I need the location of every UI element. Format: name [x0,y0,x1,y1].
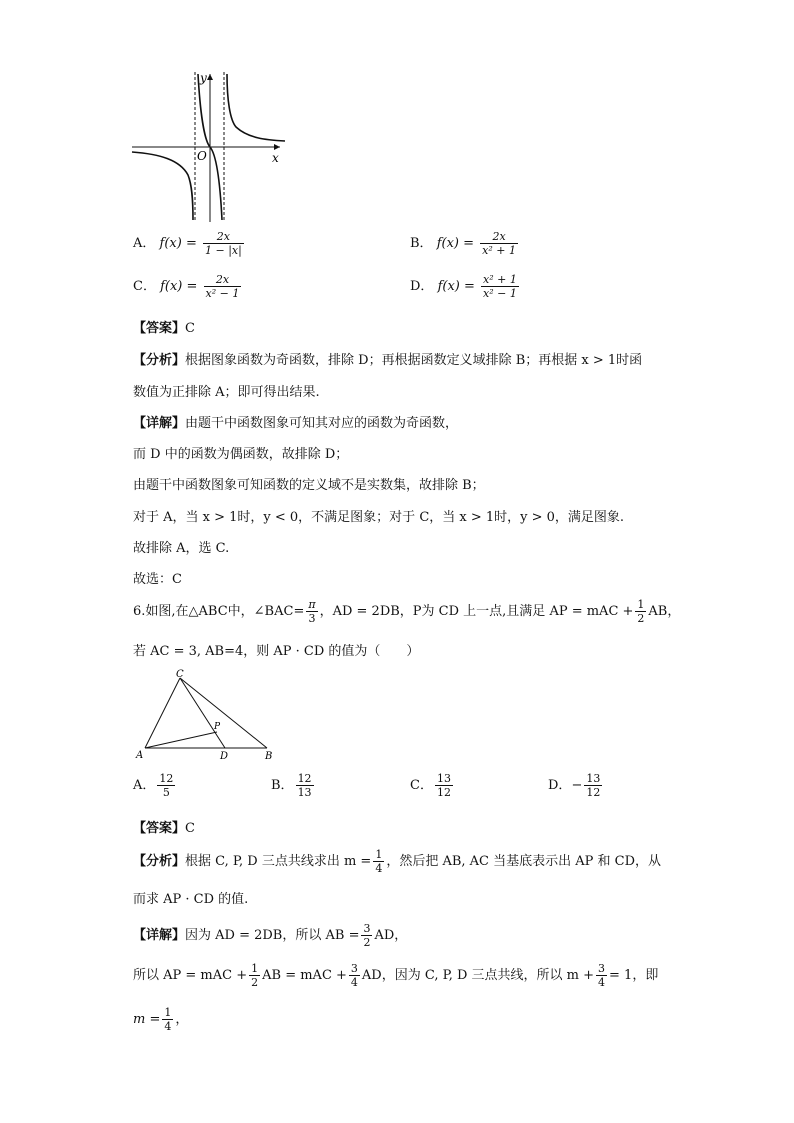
q5-analysis-2: 数值为正排除 A；即可得出结果. [133,385,320,400]
fraction: $\frac{2x}{1 - |x|}$ [204,230,242,257]
fraction: $\frac{\text{x² + 1}}{\text{x² − 1}}$ [483,273,517,300]
q6-detail-1: 【详解】因为 AD = 2DB，所以 AB = $\frac{3}{2}$ AD， [133,922,408,949]
label-p: P [214,722,221,732]
q6-option-b[interactable]: B． $\frac{12}{13}$ [271,772,312,799]
graph-y-label: y [200,71,207,85]
label-b: B [265,751,273,762]
q6-answer: 【答案】C [133,821,195,836]
q6-detail-3: m = $\frac{1}{4}$ ， [133,1006,189,1033]
q5-option-a[interactable]: A． f(x) = $\frac{2x}{1 - |x|}$ [133,230,242,257]
function-graph [130,70,290,225]
triangle-figure [130,668,280,763]
label-a: A [136,750,144,761]
q6-stem-line-1: 6.如图,在△ABC中，∠BAC= $\frac{\pi}{3}$ ，AD = 2DB，P为 CD 上一点,且满足 AP = mAC + $\frac{1}{2}$ AB， [133,598,681,625]
q6-analysis-1: 【分析】根据 C, P, D 三点共线求出 m = $\frac{1}{4}$ ，然后把 AB, AC 当基底表示出 AP 和 CD，从 [133,848,662,875]
graph-x-label: x [272,151,279,165]
q6-detail-2: 所以 AP = mAC + $\frac{1}{2}$ AB = mAC + $\frac{3}{4}$ AD，因为 C, P, D 三点共线，所以 m + $\frac{3}{4}$ = 1，即 [133,962,659,989]
q6-stem-line-2: 若 AC = 3, AB=4，则 AP · CD 的值为（ ） [133,644,420,659]
q5-detail-1: 【详解】由题干中函数图象可知其对应的函数为奇函数， [133,416,459,431]
q5-option-c[interactable]: C． f(x) = $\frac{2x}{\text{x² − 1}}$ [133,273,240,300]
q5-analysis-1: 【分析】根据图象函数为奇函数，排除 D；再根据函数定义域排除 B；再根据 x > 1时函 [133,353,643,368]
label-c: C [176,669,184,680]
fraction: $\frac{2x}{\text{x² + 1}}$ [482,230,516,257]
q6-option-c[interactable]: C． $\frac{13}{12}$ [410,772,451,799]
q5-detail-4: 对于 A，当 x > 1时，y < 0，不满足图象；对于 C，当 x > 1时，y > 0，满足图象. [133,510,625,525]
label-d: D [220,751,229,762]
q6-option-d[interactable]: D．− $\frac{13}{12}$ [548,772,601,799]
q5-option-b[interactable]: B． f(x) = $\frac{2x}{\text{x² + 1}}$ [410,230,516,257]
q5-detail-5: 故排除 A，选 C. [133,541,230,556]
q6-option-a[interactable]: A． $\frac{12}{5}$ [133,772,174,799]
q5-detail-3: 由题干中函数图象可知函数的定义域不是实数集，故排除 B； [133,478,485,493]
q5-option-d[interactable]: D． f(x) = $\frac{\text{x² + 1}}{\text{x² − 1}}$ [410,273,517,300]
q6-analysis-2: 而求 AP · CD 的值. [133,892,249,907]
graph-origin-label: O [197,149,207,163]
q5-answer: 【答案】C [133,321,195,336]
q5-detail-2: 而 D 中的函数为偶函数，故排除 D； [133,447,349,462]
fraction: $\frac{2x}{\text{x² − 1}}$ [205,273,240,300]
q5-final: 故选：C [133,572,182,587]
